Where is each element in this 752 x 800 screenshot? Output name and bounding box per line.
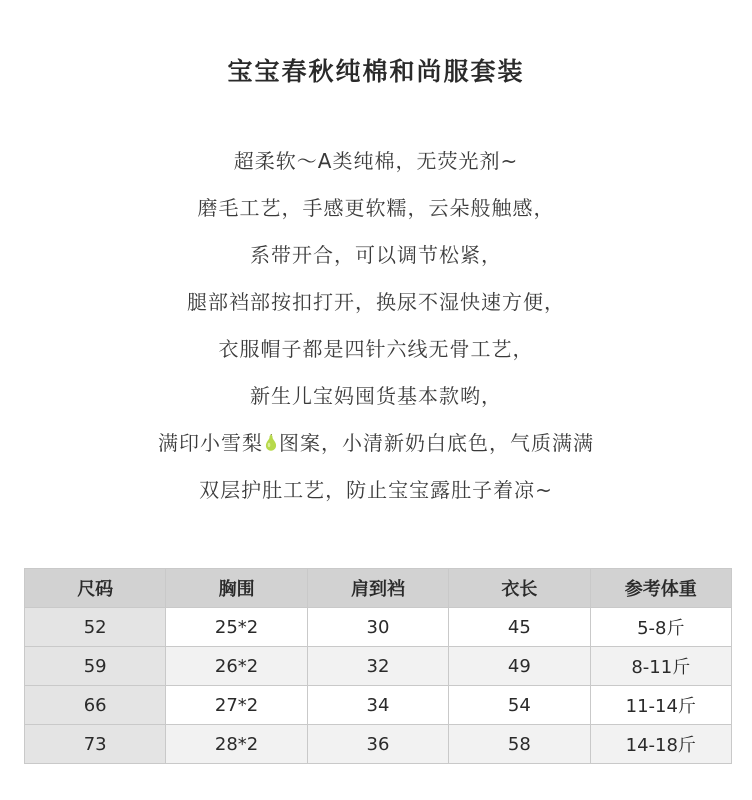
chest-cell: 25*2 <box>166 608 307 647</box>
chest-cell: 26*2 <box>166 647 307 686</box>
length-cell: 49 <box>449 647 590 686</box>
size-cell: 59 <box>25 647 166 686</box>
chest-cell: 28*2 <box>166 725 307 764</box>
size-cell: 73 <box>25 725 166 764</box>
size-table <box>24 568 732 764</box>
length-cell: 54 <box>449 686 590 725</box>
description-text: 满印小雪梨 <box>158 431 263 455</box>
pear-icon <box>264 422 278 440</box>
shoulder-cell: 32 <box>307 647 448 686</box>
description-line: 双层护肚工艺，防止宝宝露肚子着凉~ <box>199 478 553 502</box>
table-row <box>25 686 732 725</box>
description-text: 图案，小清新奶白底色，气质满满 <box>279 431 594 455</box>
weight-cell: 14-18斤 <box>590 725 731 764</box>
description-line: 新生儿宝妈囤货基本款哟， <box>250 384 502 408</box>
shoulder-cell: 34 <box>307 686 448 725</box>
shoulder-cell: 30 <box>307 608 448 647</box>
description-line: 腿部裆部按扣打开，换尿不湿快速方便， <box>187 290 565 314</box>
description-block <box>0 138 752 514</box>
table-row <box>25 725 732 764</box>
length-cell: 58 <box>449 725 590 764</box>
shoulder-cell: 36 <box>307 725 448 764</box>
chest-cell: 27*2 <box>166 686 307 725</box>
description-line: 超柔软～A类纯棉，无荧光剂~ <box>233 149 519 173</box>
weight-cell: 11-14斤 <box>590 686 731 725</box>
table-header-row <box>25 569 732 608</box>
length-cell: 45 <box>449 608 590 647</box>
size-cell: 52 <box>25 608 166 647</box>
description-line: 系带开合，可以调节松紧， <box>250 243 502 267</box>
weight-cell: 5-8斤 <box>590 608 731 647</box>
description-line <box>0 420 752 467</box>
column-header-weight: 参考体重 <box>590 569 731 608</box>
page-title: 宝宝春秋纯棉和尚服套装 <box>227 57 525 86</box>
table-row <box>25 608 732 647</box>
description-line: 磨毛工艺，手感更软糯，云朵般触感， <box>197 196 555 220</box>
table-row <box>25 647 732 686</box>
column-header-chest: 胸围 <box>166 569 307 608</box>
column-header-size: 尺码 <box>25 569 166 608</box>
column-header-shoulder-to-crotch: 肩到裆 <box>307 569 448 608</box>
size-cell: 66 <box>25 686 166 725</box>
description-line: 衣服帽子都是四针六线无骨工艺， <box>218 337 534 361</box>
weight-cell: 8-11斤 <box>590 647 731 686</box>
column-header-length: 衣长 <box>449 569 590 608</box>
